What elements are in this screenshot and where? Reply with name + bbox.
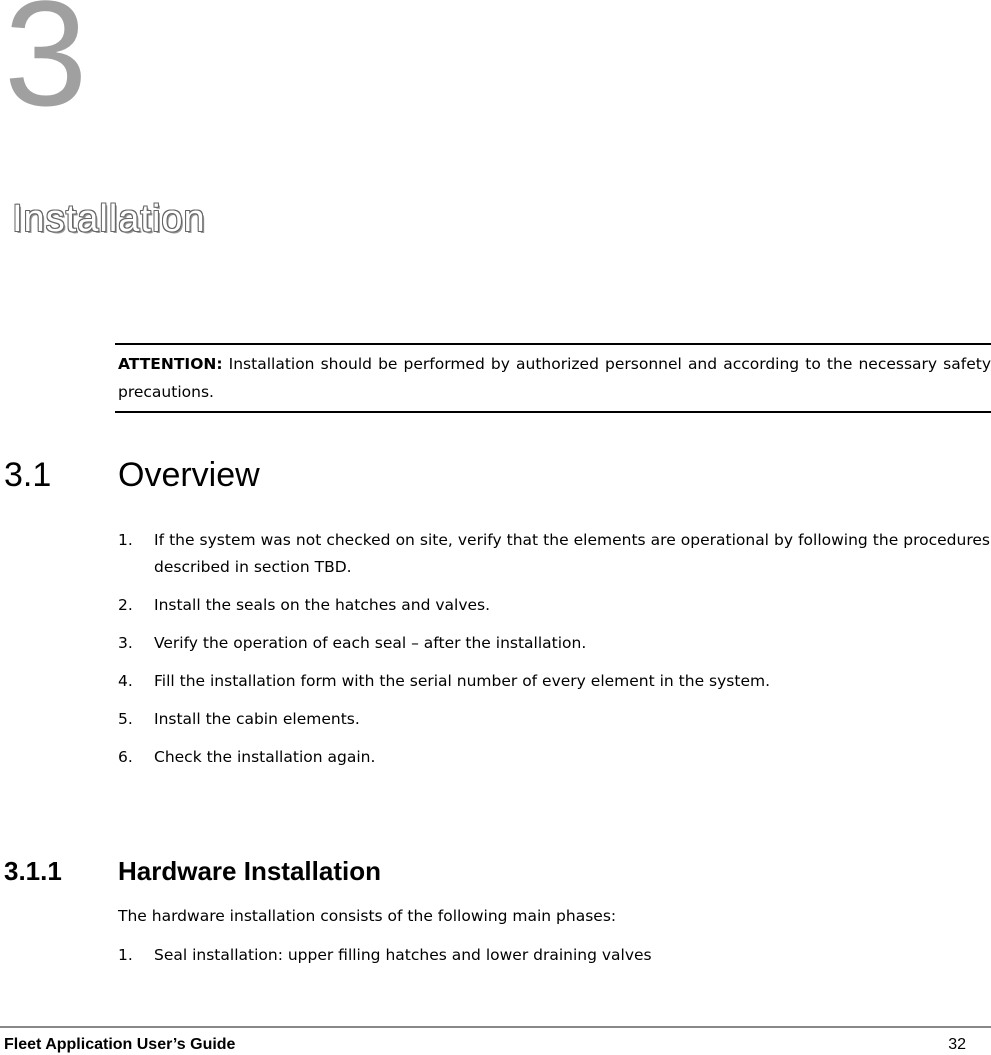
chapter-title: Installation (12, 198, 206, 240)
list-item-number: 4. (118, 672, 133, 690)
attention-text: Installation should be performed by authorized personnel and according to the necessary safety precautions. (118, 355, 991, 401)
list-item-number: 5. (118, 710, 133, 728)
list-item-number: 6. (118, 748, 133, 766)
overview-list (118, 527, 990, 782)
chapter-number: 3 (4, 0, 88, 137)
hardware-heading (4, 858, 381, 884)
overview-number: 3.1 (4, 456, 52, 494)
footer-rule (0, 1026, 991, 1028)
hardware-intro: The hardware installation consists of the following main phases: (118, 907, 617, 925)
footer-title: Fleet Application User’s Guide (4, 1036, 236, 1053)
footer-page-number: 32 (948, 1036, 966, 1053)
list-item-number: 1. (118, 531, 133, 549)
attention-box (115, 343, 991, 413)
hardware-number: 3.1.1 (4, 856, 62, 886)
list-item-number: 2. (118, 596, 133, 614)
list-item-text: Fill the installation form with the serial number of every element in the system. (154, 672, 771, 690)
hardware-list (118, 942, 990, 969)
list-item-text: If the system was not checked on site, verify that the elements are operational by following the procedures described in section TBD. (154, 531, 990, 576)
list-item (118, 668, 990, 695)
list-item-text: Install the cabin elements. (154, 710, 360, 728)
list-item (118, 527, 990, 581)
list-item-text: Check the installation again. (154, 748, 376, 766)
list-item (118, 706, 990, 733)
list-item (118, 744, 990, 771)
list-item (118, 942, 990, 969)
list-item-number: 1. (118, 946, 133, 964)
list-item (118, 592, 990, 619)
list-item (118, 630, 990, 657)
list-item-text: Verify the operation of each seal – after the installation. (154, 634, 587, 652)
overview-title: Overview (118, 456, 260, 494)
hardware-title: Hardware Installation (118, 856, 381, 886)
list-item-number: 3. (118, 634, 133, 652)
list-item-text: Install the seals on the hatches and valves. (154, 596, 491, 614)
attention-label: ATTENTION: (118, 355, 223, 373)
list-item-text: Seal installation: upper filling hatches and lower draining valves (154, 946, 652, 964)
overview-heading (4, 458, 260, 492)
